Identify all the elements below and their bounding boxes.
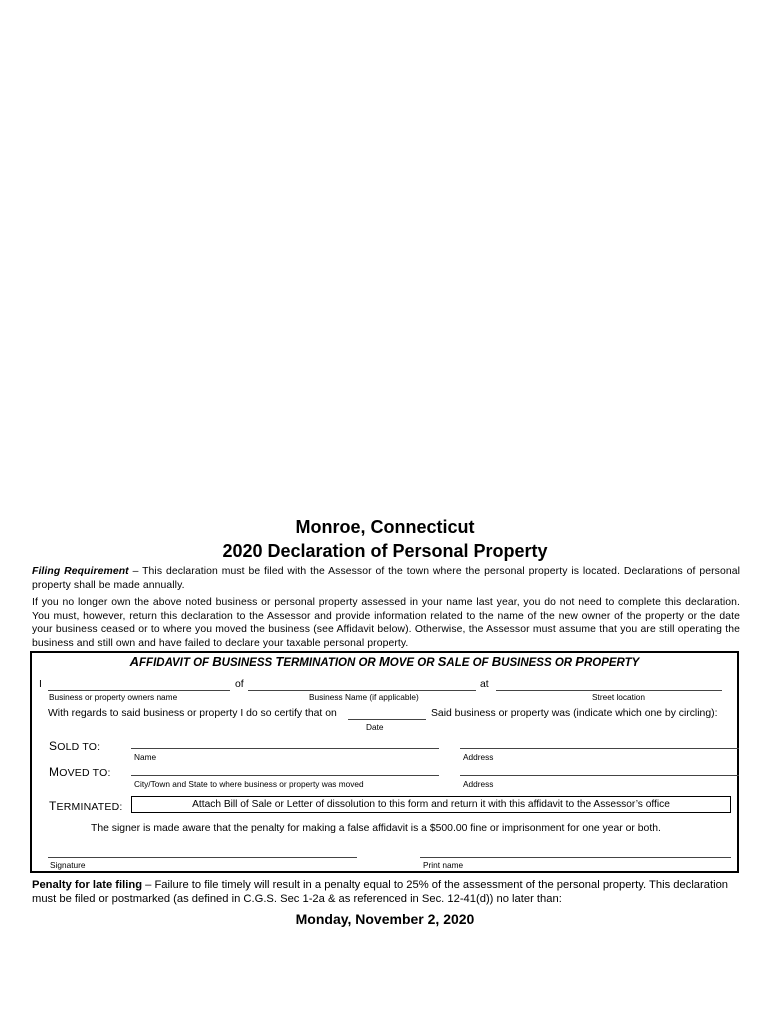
signature-field[interactable]: [48, 857, 357, 858]
filing-requirement-label: Filing Requirement: [32, 566, 129, 577]
filing-requirement: [32, 565, 740, 592]
name-caption: Name: [134, 752, 157, 762]
town-title: Monroe, Connecticut: [295, 517, 475, 537]
sold-to-address-field[interactable]: [460, 748, 739, 749]
sold-to-label[interactable]: SOLD TO:: [49, 739, 101, 753]
owner-name-field[interactable]: [48, 690, 230, 691]
filing-deadline: Monday, November 2, 2020: [295, 911, 475, 927]
affidavit-box: [30, 651, 739, 873]
certify-text: With regards to said business or property I do so certify that on: [48, 708, 337, 719]
print-name-caption: Print name: [423, 860, 464, 870]
signature-caption: Signature: [50, 860, 86, 870]
of-label: of: [235, 679, 244, 690]
street-location-caption: Street location: [592, 692, 646, 702]
false-affidavit-note: The signer is made aware that the penalty for making a false affidavit is a $500.00 fine or imprisonment for one year or both.: [91, 823, 661, 834]
sold-to-name-field[interactable]: [131, 748, 439, 749]
no-longer-own-paragraph: If you no longer own the above noted business or personal property assessed in your name last year, you do not need to complete this declaration. You must, however, return this declaration to the Assessor and provide information related to the name of the new owner of the property or the date your business ceased or to where you moved the business (see Affidavit below). Otherwise, the Assessor must assume that you are still operating the business and still own and have failed to declare your taxable personal property.: [32, 597, 740, 649]
affidavit-title: AFFIDAVIT OF BUSINESS TERMINATION OR MOVE OR SALE OF BUSINESS OR PROPERTY: [129, 654, 640, 669]
penalty-text: – Failure to file timely will result in a penalty equal to 25% of the assessment of the personal property. This declaration must be filed or postmarked (as defined in C.G.S. Sec 1-2a & as referenced in Sec. 12-41(d)) no later than:: [32, 879, 729, 905]
business-name-field[interactable]: [248, 690, 476, 691]
penalty-paragraph: [32, 879, 740, 907]
moved-to-label[interactable]: MOVED TO:: [49, 765, 111, 779]
moved-to-address-field[interactable]: [460, 775, 739, 776]
i-label: I: [39, 679, 42, 690]
street-location-field[interactable]: [496, 690, 722, 691]
terminated-label[interactable]: TERMINATED:: [49, 799, 123, 813]
page-title: 2020 Declaration of Personal Property: [222, 541, 548, 561]
business-name-caption: Business Name (if applicable): [309, 692, 419, 702]
filing-requirement-text: – This declaration must be filed with the Assessor of the town where the personal property is located. Declarations of personal property shall be made annually.: [32, 566, 741, 591]
moved-to-city-field[interactable]: [131, 775, 439, 776]
address-caption-1: Address: [463, 752, 494, 762]
city-caption: City/Town and State to where business or property was moved: [134, 779, 364, 789]
at-label: at: [480, 679, 489, 690]
date-caption: Date: [366, 722, 384, 732]
address-caption-2: Address: [463, 779, 494, 789]
date-field[interactable]: [348, 719, 426, 720]
print-name-field[interactable]: [420, 857, 731, 858]
certify-text-2: Said business or property was (indicate which one by circling):: [431, 708, 718, 719]
attach-instruction-box: Attach Bill of Sale or Letter of dissolution to this form and return it with this affidavit to the Assessor’s office: [131, 796, 731, 813]
owner-name-caption: Business or property owners name: [49, 692, 178, 702]
penalty-label: Penalty for late filing: [32, 879, 143, 891]
